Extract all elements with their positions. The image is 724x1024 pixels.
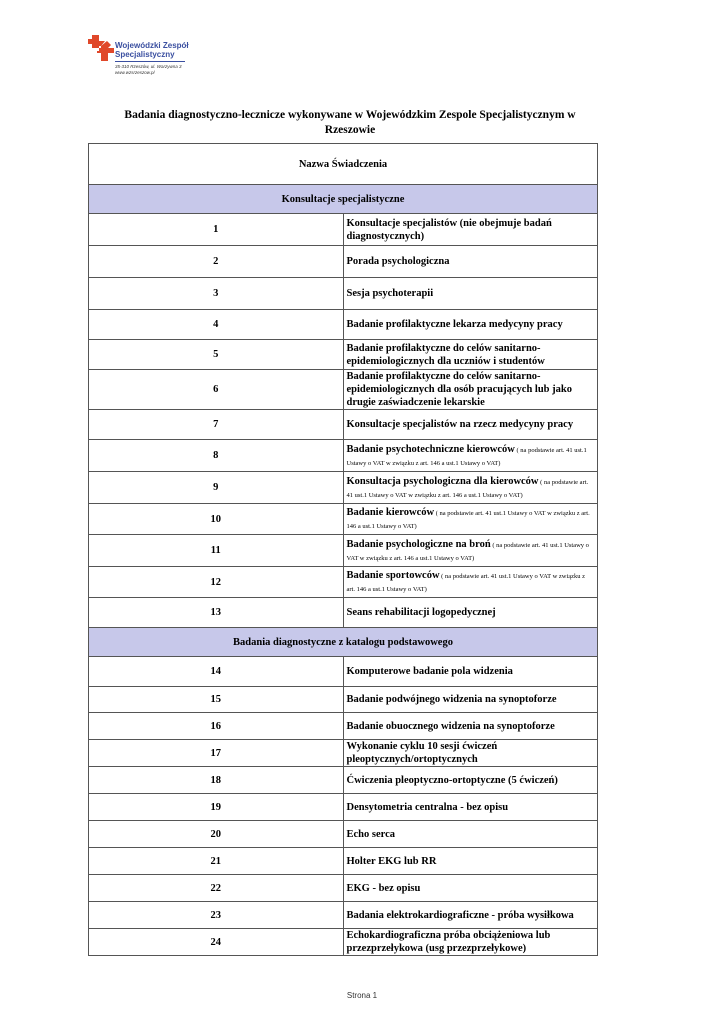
service-name: Wykonanie cyklu 10 sesji ćwiczeń pleoptycznych/ortoptycznych	[343, 740, 598, 767]
table-header-row	[89, 144, 598, 185]
service-name: Badanie profilaktyczne do celów sanitarno-epidemiologicznych dla osób pracujących lub jako drugie zaświadczenie lekarskie	[343, 370, 598, 410]
row-number: 4	[89, 310, 344, 340]
service-name: Echokardiograficzna próba obciążeniowa lub przezprzełykowa (usg przezprzełykowe)	[343, 929, 598, 956]
service-name: Badanie sportowców	[346, 570, 440, 581]
row-number: 20	[89, 821, 344, 848]
service-name: Seans rehabilitacji logopedycznej	[343, 598, 598, 628]
service-note: ( na podstawie art. 41 ust.1 Ustawy o VAT w związku z art. 146 a ust.1 Ustawy o VAT)	[346, 446, 587, 467]
service-name: Badania elektrokardiograficzne - próba wysiłkowa	[343, 902, 598, 929]
service-name: Badanie kierowców	[346, 507, 435, 518]
row-number: 13	[89, 598, 344, 628]
table-row	[89, 902, 598, 929]
row-number: 3	[89, 278, 344, 310]
service-name: Holter EKG lub RR	[343, 848, 598, 875]
service-name: Badanie psychologiczne na broń	[346, 538, 491, 550]
logo-website: www.wzsrzeszow.pl	[115, 69, 155, 75]
service-name: Konsultacje specjalistów (nie obejmuje badań diagnostycznych)	[343, 214, 598, 246]
row-number: 23	[89, 902, 344, 929]
row-number: 21	[89, 848, 344, 875]
service-note: ( na podstawie art. 41 ust.1 Ustawy o VAT w związku z art. 146 a ust.1 Ustawy o VAT)	[346, 573, 586, 593]
service-name: Badanie psychotechniczne kierowców	[346, 443, 515, 455]
table-row	[89, 535, 598, 567]
table-row	[89, 246, 598, 278]
table-row	[89, 875, 598, 902]
row-number: 9	[89, 472, 344, 504]
row-number: 5	[89, 340, 344, 370]
table-row	[89, 740, 598, 767]
logo-name-line1: Wojewódzki Zespół	[115, 41, 189, 50]
service-cell	[343, 535, 598, 567]
section-row	[89, 185, 598, 214]
service-name: Badanie podwójnego widzenia na synoptoforze	[343, 687, 598, 713]
page-number: Strona 1	[346, 991, 378, 1000]
service-cell	[343, 504, 598, 535]
table-row	[89, 440, 598, 472]
row-number: 1	[89, 214, 344, 246]
table-row	[89, 821, 598, 848]
row-number: 6	[89, 370, 344, 410]
table-row	[89, 687, 598, 713]
table-row	[89, 310, 598, 340]
section-row	[89, 628, 598, 657]
service-note: ( na podstawie art. 41 ust.1 Ustawy o VAT w związku z art. 146 a ust.1 Ustawy o VAT)	[346, 541, 589, 562]
section-header-diagnostics: Badania diagnostyczne z katalogu podstawowego	[89, 628, 598, 657]
row-number: 24	[89, 929, 344, 956]
section-header-consultations: Konsultacje specjalistyczne	[89, 185, 598, 214]
service-name: Densytometria centralna - bez opisu	[343, 794, 598, 821]
service-name: Porada psychologiczna	[343, 246, 598, 278]
service-cell	[343, 440, 598, 472]
row-number: 18	[89, 767, 344, 794]
table-row	[89, 848, 598, 875]
row-number: 10	[89, 504, 344, 535]
logo-address	[115, 64, 181, 75]
row-number: 19	[89, 794, 344, 821]
service-cell	[343, 567, 598, 598]
table-header: Nazwa Świadczenia	[89, 144, 598, 185]
table-row	[89, 929, 598, 956]
table-row	[89, 504, 598, 535]
table-row	[89, 472, 598, 504]
service-name: Badanie profilaktyczne lekarza medycyny pracy	[343, 310, 598, 340]
table-row	[89, 410, 598, 440]
logo-name-line2: Specjalistyczny	[115, 50, 175, 59]
row-number: 15	[89, 687, 344, 713]
service-note: ( na podstawie art. 41 ust.1 Ustawy o VAT w związku z art. 146 a ust.1 Ustawy o VAT)	[346, 510, 590, 530]
table-row	[89, 370, 598, 410]
service-name: EKG - bez opisu	[343, 875, 598, 902]
medical-cross-logo-icon	[88, 33, 114, 63]
logo-name	[115, 41, 189, 59]
service-note: ( na podstawie art. 41 ust.1 Ustawy o VAT w związku z art. 146 a ust.1 Ustawy o VAT)	[346, 478, 589, 499]
table-row	[89, 657, 598, 687]
logo	[88, 33, 198, 95]
row-number: 8	[89, 440, 344, 472]
service-cell	[343, 472, 598, 504]
service-name: Konsultacja psychologiczna dla kierowców	[346, 475, 539, 487]
service-name: Badanie obuocznego widzenia na synoptoforze	[343, 713, 598, 740]
table-row	[89, 598, 598, 628]
row-number: 17	[89, 740, 344, 767]
service-name: Sesja psychoterapii	[343, 278, 598, 310]
service-name: Konsultacje specjalistów na rzecz medycyny pracy	[343, 410, 598, 440]
table-row	[89, 214, 598, 246]
table-row	[89, 340, 598, 370]
row-number: 14	[89, 657, 344, 687]
logo-address-line1: 35-310 Rzeszów, ul. Warzywna 3	[115, 64, 182, 69]
row-number: 16	[89, 713, 344, 740]
service-name: Ćwiczenia pleoptyczno-ortoptyczne (5 ćwiczeń)	[343, 767, 598, 794]
table-row	[89, 278, 598, 310]
row-number: 11	[89, 535, 344, 567]
row-number: 22	[89, 875, 344, 902]
table-row	[89, 794, 598, 821]
table-row	[89, 767, 598, 794]
services-table	[88, 143, 598, 956]
table-row	[89, 567, 598, 598]
document-title: Badania diagnostyczno-lecznicze wykonywane w Wojewódzkim Zespole Specjalistycznym w Rzeszowie	[124, 109, 576, 136]
service-name: Badanie profilaktyczne do celów sanitarno-epidemiologicznych dla uczniów i studentów	[343, 340, 598, 370]
row-number: 7	[89, 410, 344, 440]
service-name: Echo serca	[343, 821, 598, 848]
service-name: Komputerowe badanie pola widzenia	[343, 657, 598, 687]
row-number: 2	[89, 246, 344, 278]
table-row	[89, 713, 598, 740]
row-number: 12	[89, 567, 344, 598]
logo-divider	[115, 61, 185, 62]
